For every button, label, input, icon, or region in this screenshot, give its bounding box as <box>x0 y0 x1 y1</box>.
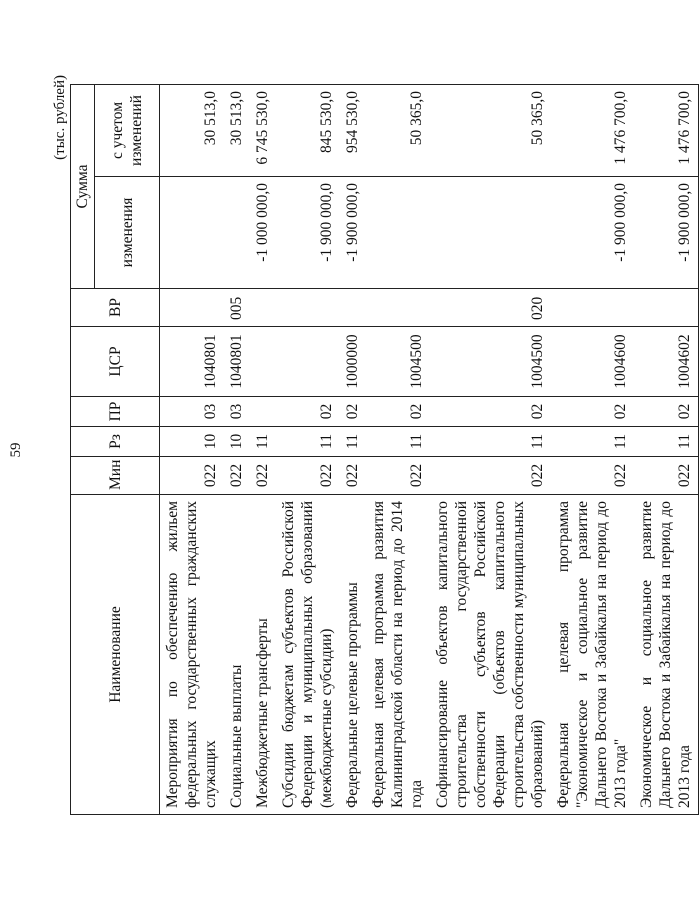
header-sum: Сумма <box>71 84 95 288</box>
row-changes: -1 900 000,0 <box>340 177 366 289</box>
row-csr: 1004600 <box>551 327 634 397</box>
row-vr <box>160 289 225 327</box>
row-csr <box>276 327 340 397</box>
row-with-changes: 1 476 700,0 <box>551 84 634 176</box>
units-label: (тыс. рублей) <box>52 75 68 160</box>
row-rz: 11 <box>250 427 276 457</box>
row-pr: 03 <box>224 397 250 427</box>
row-name: Софинансирование объектов капитального строительства государственной собственности субъектов Российской Федерации (объектов капитального строительства собственности муниципальных образований) <box>430 495 551 815</box>
row-with-changes: 30 513,0 <box>160 84 225 176</box>
row-with-changes: 30 513,0 <box>224 84 250 176</box>
header-min: Мин <box>71 457 160 495</box>
row-with-changes: 6 745 530,0 <box>250 84 276 176</box>
row-with-changes: 954 530,0 <box>340 84 366 176</box>
row-changes <box>430 177 551 289</box>
header-vr: ВР <box>71 289 160 327</box>
row-changes: -1 900 000,0 <box>551 177 634 289</box>
row-changes <box>160 177 225 289</box>
header-changes: изменения <box>95 177 160 289</box>
row-name: Мероприятия по обеспечению жильем федеральных государственных гражданских служащих <box>160 495 225 815</box>
row-vr <box>276 289 340 327</box>
row-min: 022 <box>551 457 634 495</box>
row-rz: 11 <box>634 427 699 457</box>
row-csr: 1004500 <box>430 327 551 397</box>
header-with-changes: с учетом изменений <box>95 84 160 176</box>
row-pr: 02 <box>634 397 699 427</box>
row-with-changes: 845 530,0 <box>276 84 340 176</box>
row-vr <box>250 289 276 327</box>
row-min: 022 <box>276 457 340 495</box>
header-rz: Рз <box>71 427 160 457</box>
row-rz: 11 <box>430 427 551 457</box>
row-name: Межбюджетные трансферты <box>250 495 276 815</box>
row-pr: 02 <box>366 397 430 427</box>
row-pr: 02 <box>430 397 551 427</box>
row-min: 022 <box>340 457 366 495</box>
header-pr: ПР <box>71 397 160 427</box>
table-row <box>551 84 634 814</box>
row-csr: 1040801 <box>160 327 225 397</box>
row-csr: 1040801 <box>224 327 250 397</box>
row-changes <box>366 177 430 289</box>
row-name: Социальные выплаты <box>224 495 250 815</box>
table-row <box>250 84 276 814</box>
row-min: 022 <box>250 457 276 495</box>
row-min: 022 <box>224 457 250 495</box>
row-csr: 1004602 <box>634 327 699 397</box>
row-name: Федеральная целевая программа развития Калининградской области на период до 2014 года <box>366 495 430 815</box>
row-vr <box>551 289 634 327</box>
row-min: 022 <box>160 457 225 495</box>
row-pr: 02 <box>551 397 634 427</box>
row-csr: 1000000 <box>340 327 366 397</box>
table-row <box>160 84 225 814</box>
row-with-changes: 50 365,0 <box>430 84 551 176</box>
row-name: Субсидии бюджетам субъектов Российской Федерации и муниципальных образований (межбюджетные субсидии) <box>276 495 340 815</box>
row-rz: 11 <box>366 427 430 457</box>
row-pr <box>250 397 276 427</box>
row-rz: 10 <box>224 427 250 457</box>
row-changes <box>224 177 250 289</box>
header-csr: ЦСР <box>71 327 160 397</box>
header-name: Наименование <box>71 495 160 815</box>
row-name: Федеральные целевые программы <box>340 495 366 815</box>
row-rz: 11 <box>276 427 340 457</box>
row-name: Экономическое и социальное развитие Дальнего Востока и Забайкалья на период до 2013 года <box>634 495 699 815</box>
row-with-changes: 50 365,0 <box>366 84 430 176</box>
row-changes: -1 000 000,0 <box>250 177 276 289</box>
table-row <box>340 84 366 814</box>
row-min: 022 <box>366 457 430 495</box>
row-pr: 03 <box>160 397 225 427</box>
row-changes: -1 900 000,0 <box>276 177 340 289</box>
row-vr <box>634 289 699 327</box>
row-min: 022 <box>634 457 699 495</box>
row-vr <box>366 289 430 327</box>
budget-table <box>70 84 699 815</box>
table-row <box>366 84 430 814</box>
row-vr <box>340 289 366 327</box>
table-row <box>634 84 699 814</box>
row-changes: -1 900 000,0 <box>634 177 699 289</box>
row-pr: 02 <box>340 397 366 427</box>
row-name: Федеральная целевая программа "Экономическое и социальное развитие Дальнего Востока и Забайкалья на период до 2013 года" <box>551 495 634 815</box>
row-csr <box>250 327 276 397</box>
row-rz: 11 <box>551 427 634 457</box>
table-row <box>224 84 250 814</box>
row-rz: 10 <box>160 427 225 457</box>
table-row <box>276 84 340 814</box>
row-rz: 11 <box>340 427 366 457</box>
page-number: 59 <box>8 442 24 458</box>
row-pr: 02 <box>276 397 340 427</box>
row-vr: 020 <box>430 289 551 327</box>
row-min: 022 <box>430 457 551 495</box>
row-vr: 005 <box>224 289 250 327</box>
table-row <box>430 84 551 814</box>
row-csr: 1004500 <box>366 327 430 397</box>
row-with-changes: 1 476 700,0 <box>634 84 699 176</box>
